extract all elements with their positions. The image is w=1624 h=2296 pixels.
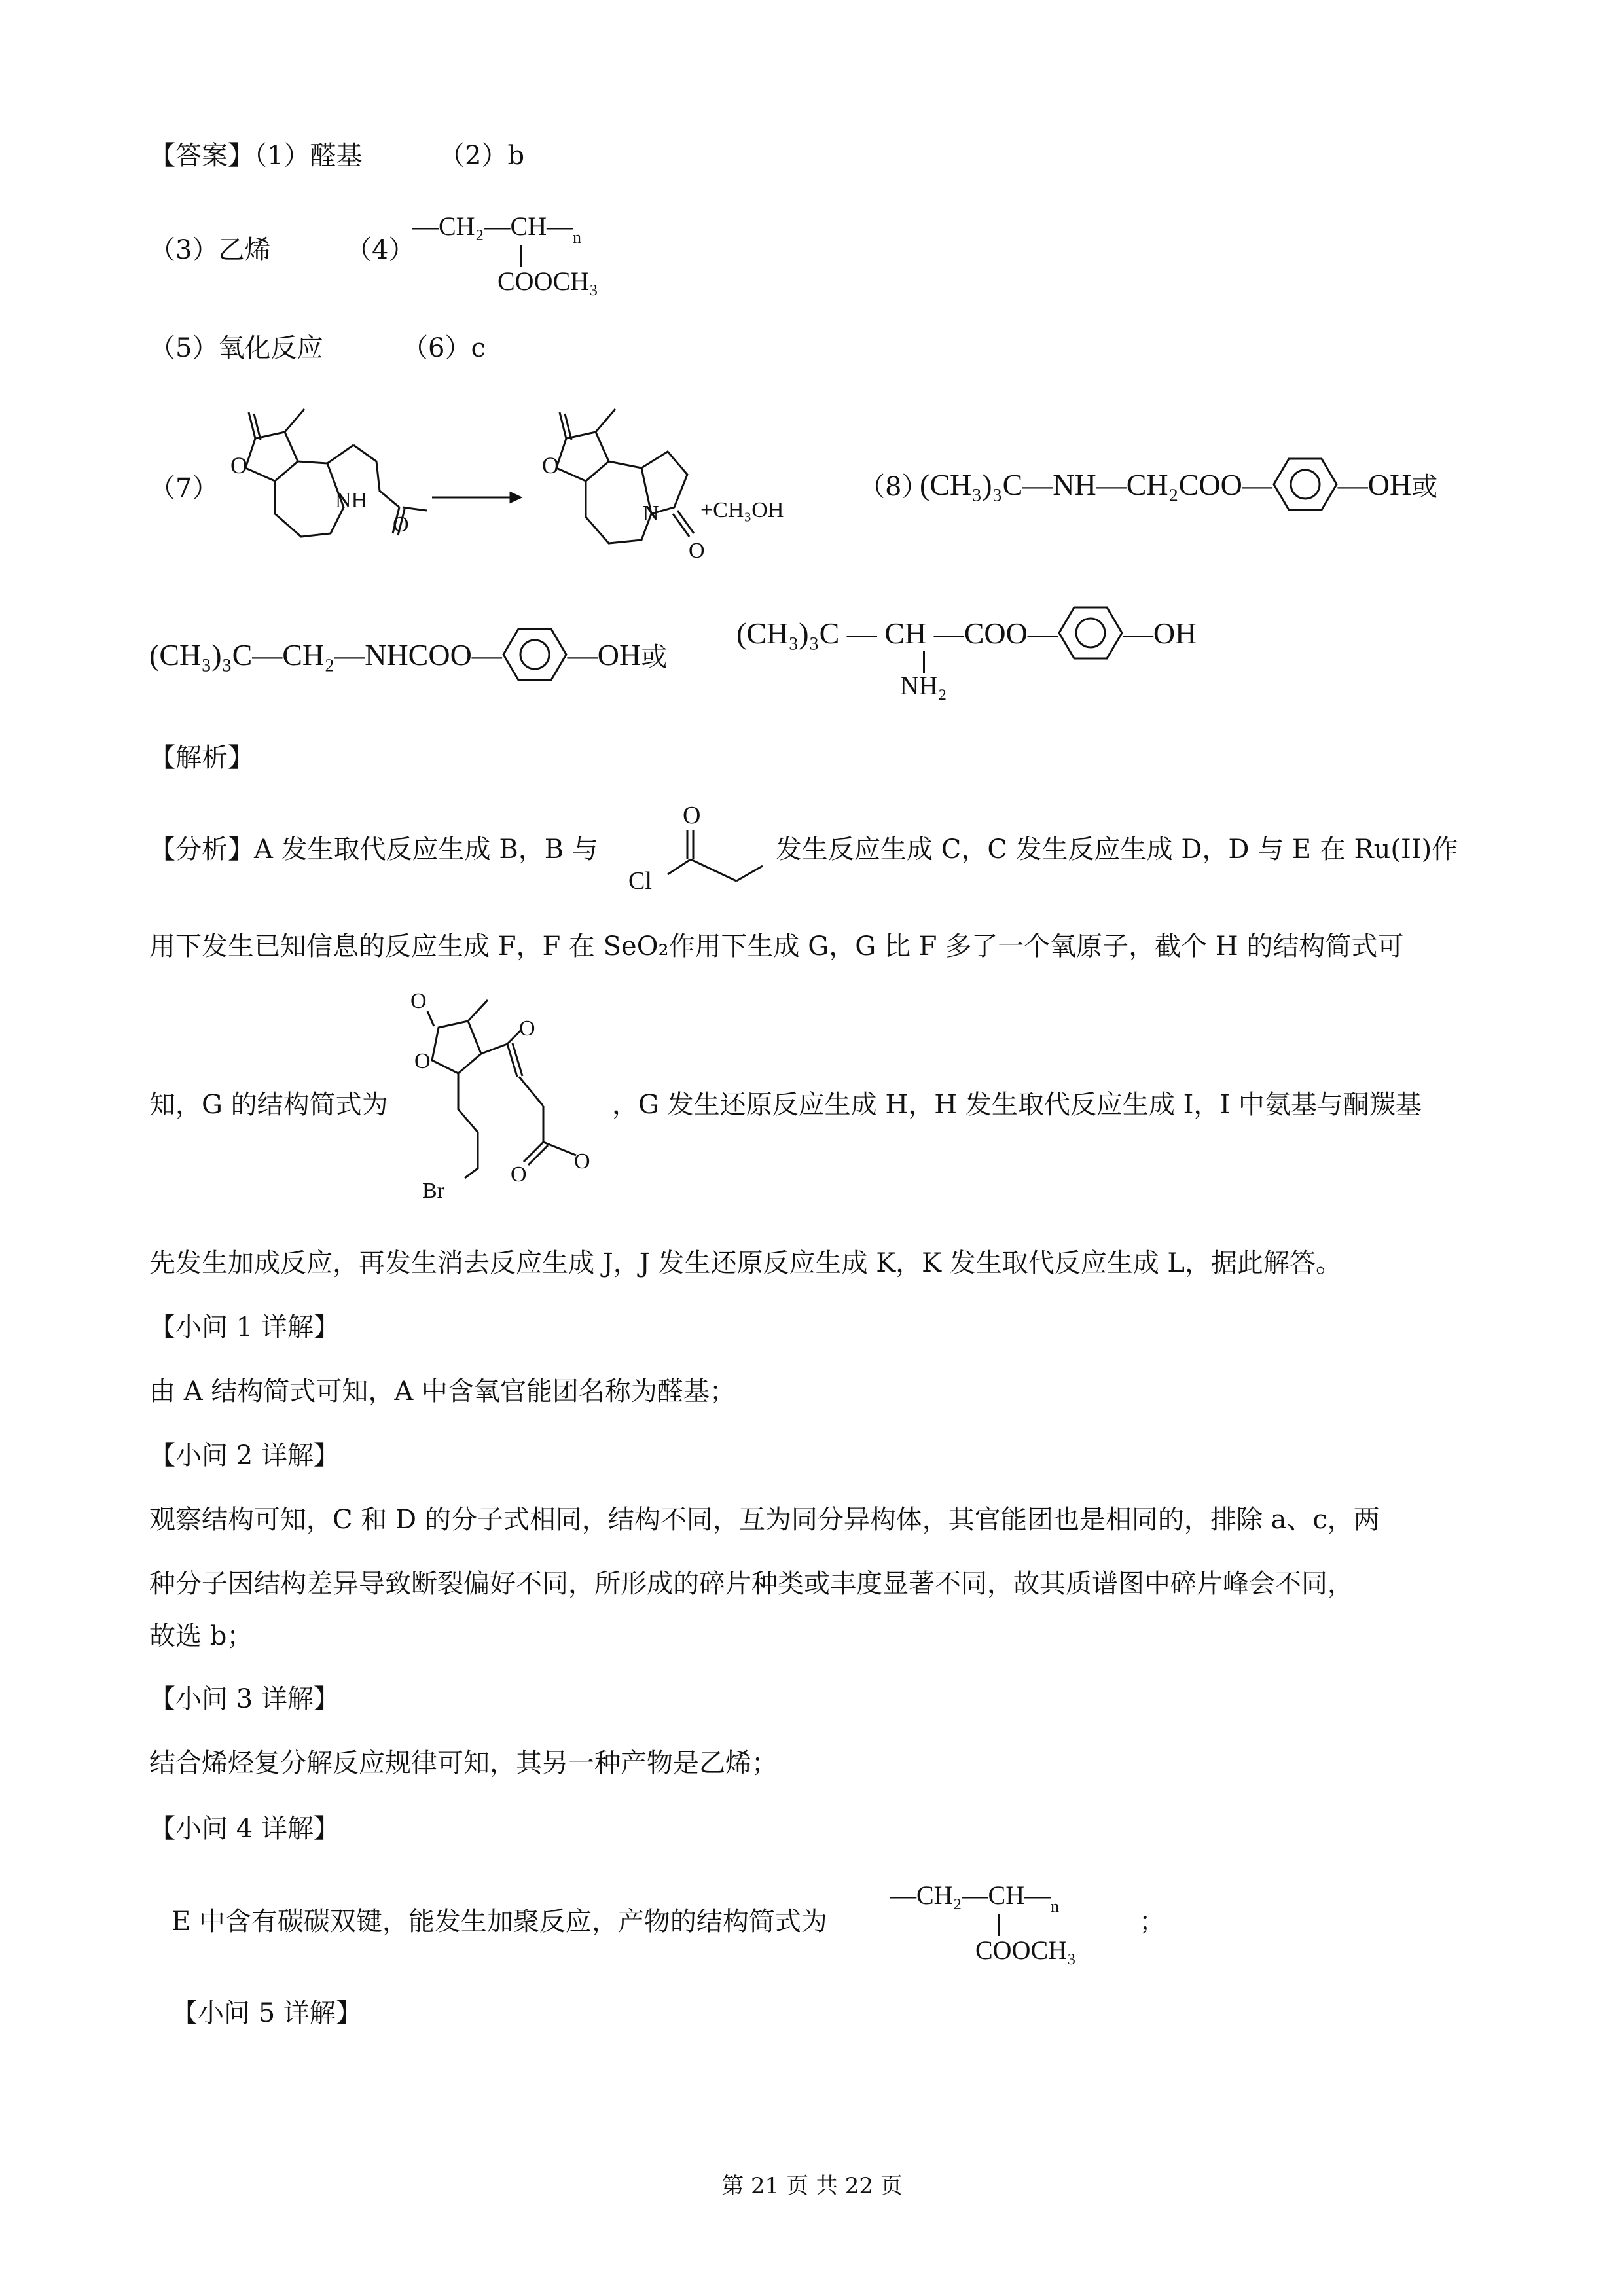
analysis-p1a: 【分析】A 发生取代反应生成 B，B 与 <box>149 834 598 865</box>
benzene-ring-icon <box>1058 603 1123 662</box>
q8-structure-3 <box>736 603 1247 715</box>
q8-s3-branch: NH₂ <box>900 671 947 700</box>
g-br-label: Br <box>422 1179 444 1203</box>
g-ring-o: O <box>414 1049 431 1073</box>
polymer-subscript-n: n <box>573 228 581 247</box>
q8-structure-1 <box>920 458 1437 511</box>
q8-or-1: 或 <box>1411 471 1438 502</box>
page-footer: 第 21 页 共 22 页 <box>721 2173 903 2199</box>
polymer-structure-answer <box>412 211 661 302</box>
section-4-semicolon: ； <box>1139 1907 1165 1937</box>
answer-q8: （8） <box>859 472 928 502</box>
product-lactam-o: O <box>689 539 705 563</box>
section-2-heading: 【小问 2 详解】 <box>149 1441 340 1471</box>
reactant-ester-o: O <box>393 512 409 537</box>
reaction-scheme-q7 <box>216 386 838 596</box>
g-ester-o2: O <box>574 1149 590 1174</box>
section-2-body-1: 观察结构可知，C 和 D 的分子式相同，结构不同，互为同分异构体，其官能团也是相同的，排除 a、c，两 <box>149 1505 1380 1535</box>
analysis-p3b: ，G 发生还原反应生成 H，H 发生取代反应生成 I，I 中氨基与酮羰基 <box>612 1090 1422 1120</box>
compound-g-structure <box>403 982 619 1217</box>
q8-s1-chain: (CH₃)₃C—NH—CH₂COO— <box>920 467 1272 501</box>
byproduct-methanol: +CH₃OH <box>700 498 784 522</box>
answer-q5: （5）氧化反应 <box>149 333 323 363</box>
q8-s2-chain: (CH₃)₃C—CH₂—NHCOO— <box>149 637 502 672</box>
polymer-side-group: COOCH₃ <box>975 1935 1076 1965</box>
analysis-p2: 用下发生已知信息的反应生成 F，F 在 SeO₂作用下生成 G，G 比 F 多了一个氧原子，截个 H 的结构简式可 <box>149 931 1404 961</box>
q8-s2-tail: —OH <box>567 637 641 672</box>
section-5-heading: 【小问 5 详解】 <box>171 1998 362 2028</box>
acyl-chloride-structure <box>625 797 769 895</box>
section-2-body-3: 故选 b； <box>149 1621 253 1651</box>
section-2-body-2: 种分子因结构差异导致断裂偏好不同，所形成的碎片种类或丰度显著不同，故其质谱图中碎片峰会不同， <box>149 1569 1354 1599</box>
polymer-branch-bond <box>998 1914 1000 1936</box>
benzene-ring-icon <box>502 625 568 684</box>
acyl-cl-label: Cl <box>628 867 652 895</box>
answer-label: 【答案】 <box>149 141 254 171</box>
reactant-ring-o: O <box>230 452 247 478</box>
polymer-structure-section4 <box>890 1880 1139 1971</box>
section-4-heading: 【小问 4 详解】 <box>149 1814 340 1844</box>
answer-label-row <box>149 139 362 173</box>
section-1-body: 由 A 结构简式可知，A 中含氧官能团名称为醛基； <box>149 1376 736 1407</box>
answer-q7: （7） <box>149 473 219 503</box>
polymer-main-chain: —CH₂—CH— <box>412 211 573 241</box>
product-n: N <box>643 501 659 526</box>
section-3-body: 结合烯烃复分解反应规律可知，其另一种产物是乙烯； <box>149 1748 778 1778</box>
acyl-o-label: O <box>683 802 701 829</box>
analysis-p1b: 发生反应生成 C，C 发生反应生成 D，D 与 E 在 Ru(II)作 <box>776 834 1458 865</box>
product-structure <box>556 409 694 543</box>
q8-s3-branch-bond <box>923 651 925 673</box>
q8-s3-tail: —OH <box>1123 616 1197 650</box>
g-ester-o1: O <box>511 1162 527 1187</box>
answer-q2: （2）b <box>439 141 525 171</box>
polymer-branch-bond <box>520 245 522 267</box>
polymer-subscript-n: n <box>1051 1897 1059 1916</box>
polymer-main-chain: —CH₂—CH— <box>890 1880 1051 1910</box>
g-ketone-o: O <box>519 1016 535 1041</box>
product-ring-o: O <box>542 452 559 478</box>
analysis-p4: 先发生加成反应，再发生消去反应生成 J，J 发生还原反应生成 K，K 发生取代反应生成 L，据此解答。 <box>149 1248 1342 1278</box>
analysis-p3a: 知，G 的结构简式为 <box>149 1090 388 1120</box>
analysis-label: 【解析】 <box>149 743 254 773</box>
polymer-side-group: COOCH₃ <box>497 266 598 296</box>
reactant-nh: NH <box>335 488 368 512</box>
section-3-heading: 【小问 3 详解】 <box>149 1684 340 1714</box>
benzene-ring-icon <box>1272 455 1338 514</box>
q8-s3-chain: (CH₃)₃C — CH —COO— <box>736 616 1058 650</box>
section-4-body: E 中含有碳碳双键，能发生加聚反应，产物的结构简式为 <box>171 1907 827 1937</box>
q8-s1-tail: —OH <box>1337 467 1412 501</box>
answer-q3: （3）乙烯 <box>149 235 271 265</box>
q8-or-2: 或 <box>641 641 668 672</box>
q8-structure-2 <box>149 625 667 684</box>
section-1-heading: 【小问 1 详解】 <box>149 1312 340 1342</box>
reaction-arrowhead <box>511 493 520 502</box>
answer-q1: （1）醛基 <box>254 141 363 171</box>
answer-q6: （6）c <box>402 333 486 363</box>
g-carbonyl-o: O <box>410 989 427 1013</box>
answer-q4: （4） <box>346 235 415 265</box>
